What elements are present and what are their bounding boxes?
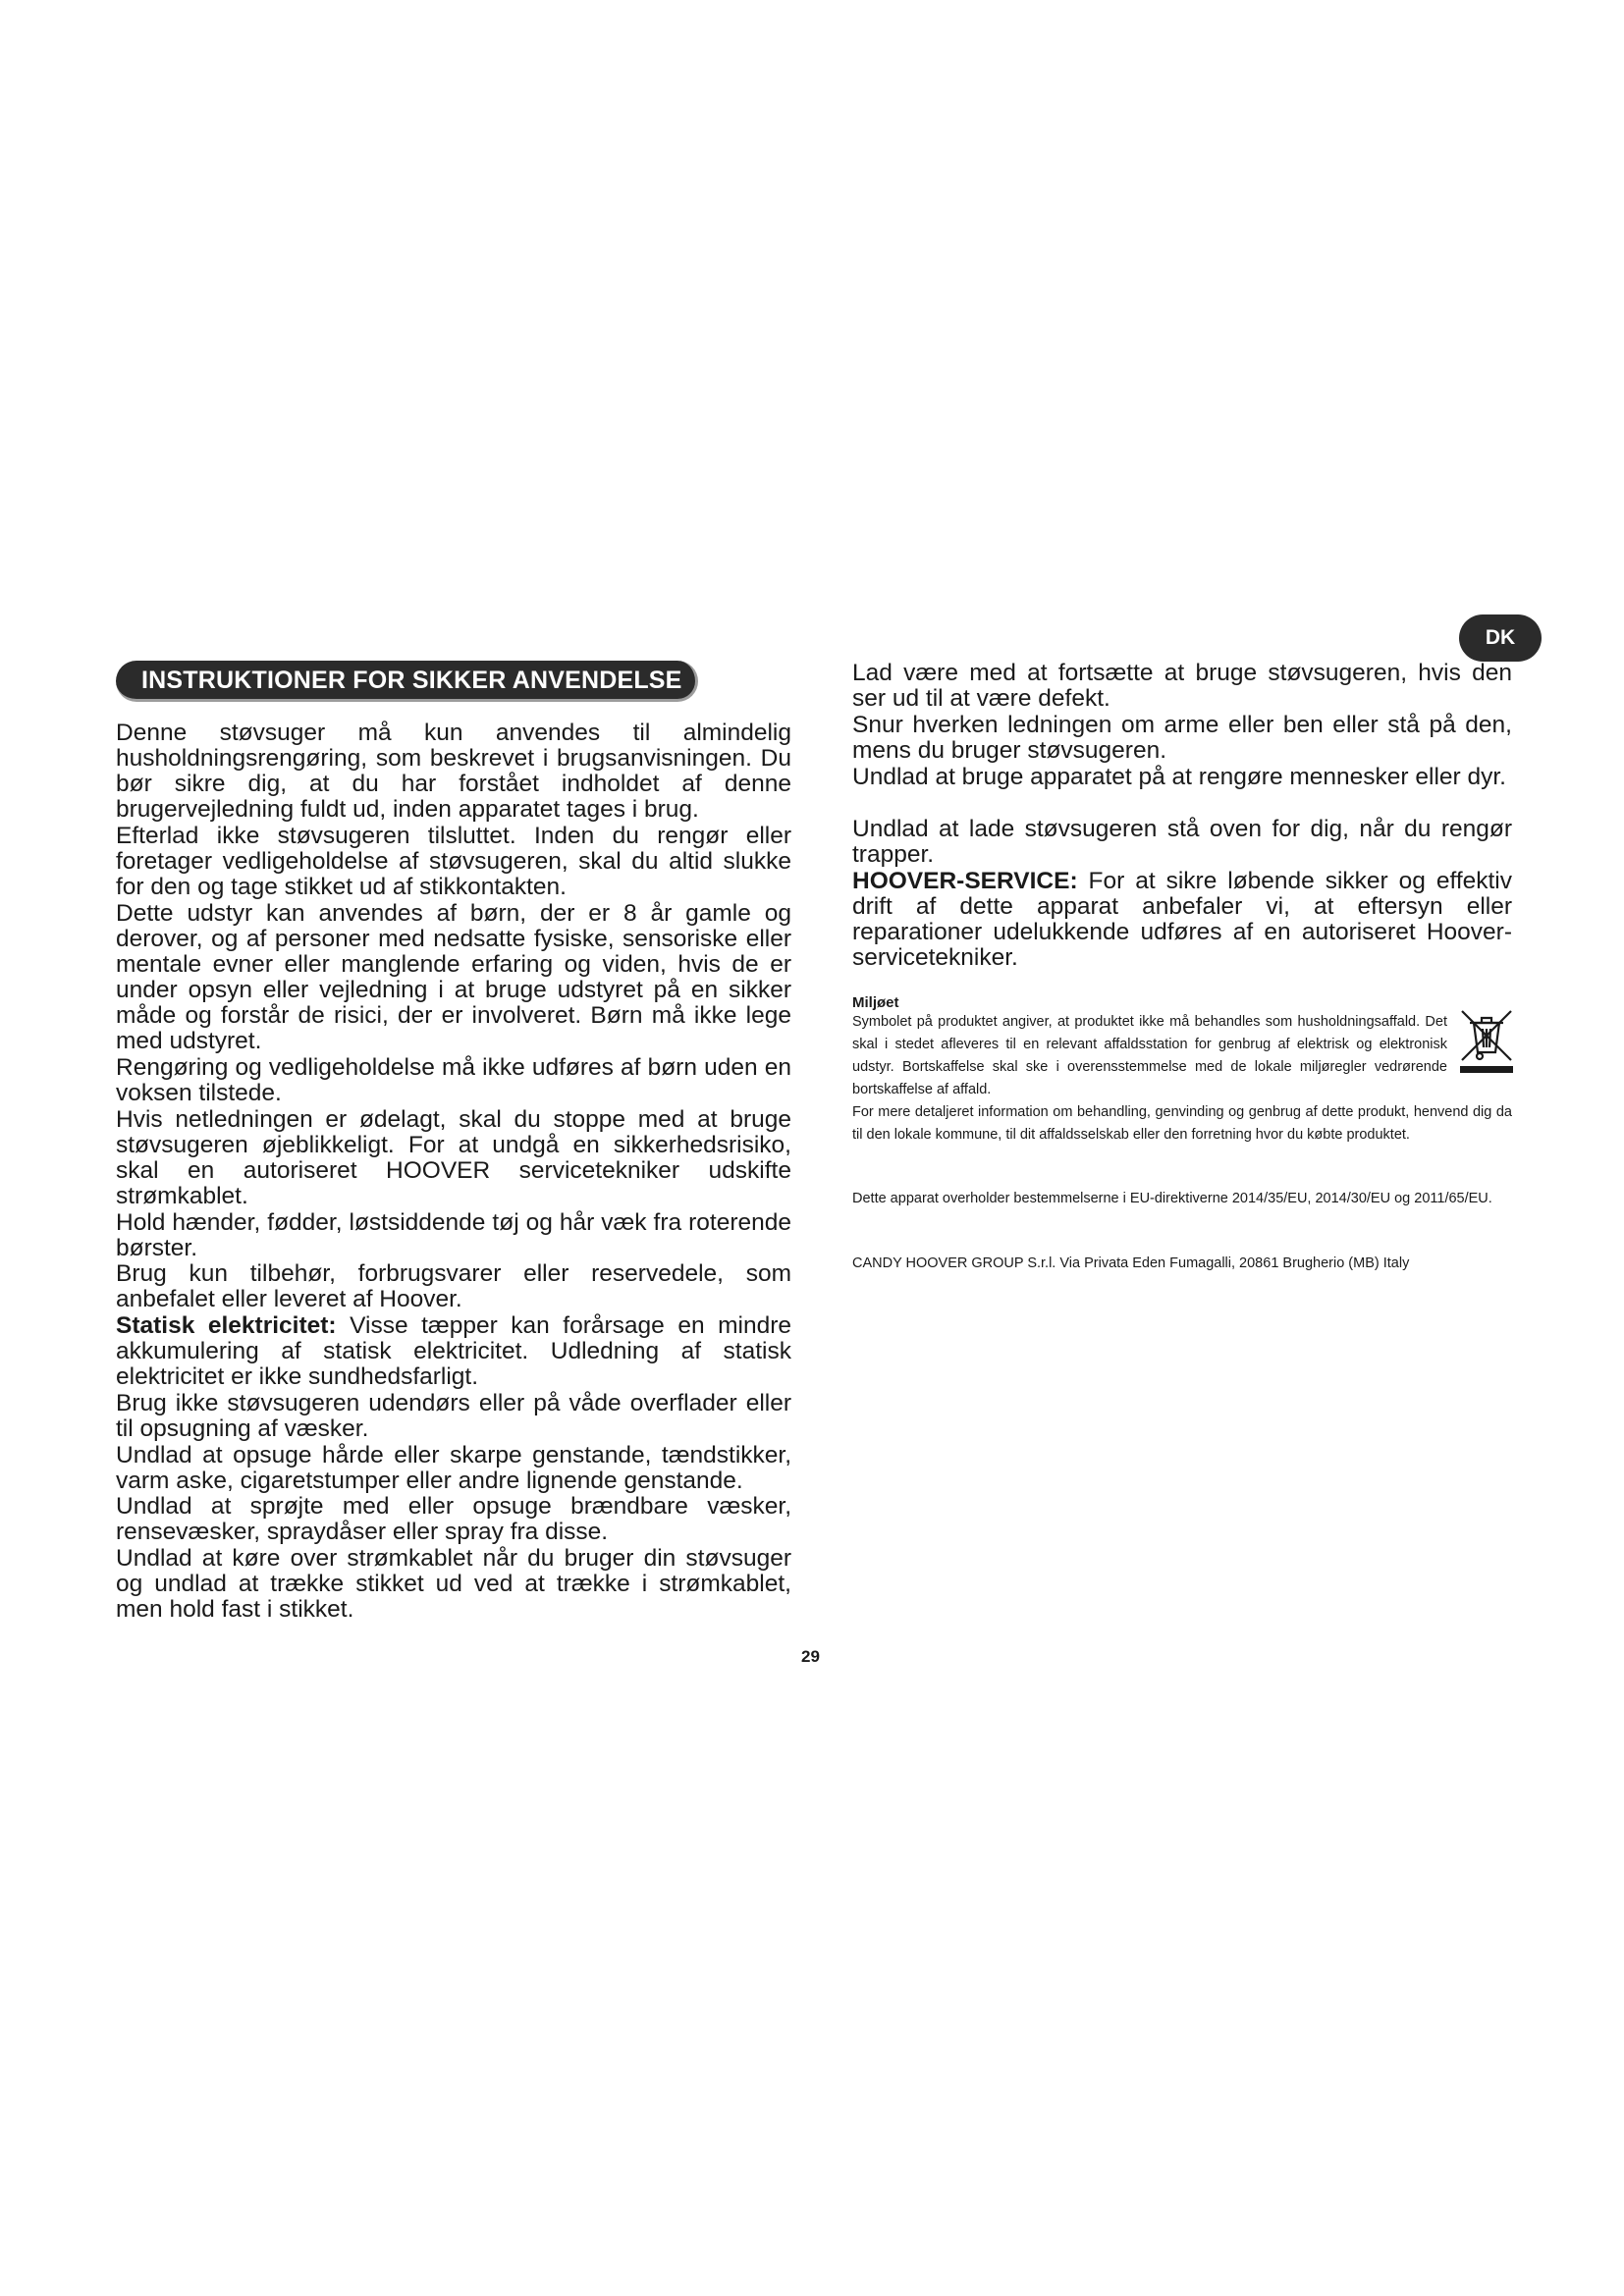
paragraph-intended-use: Denne støvsuger må kun anvendes til almindelig husholdningsrengøring, som beskrevet i brugsanvisningen. Du bør sikre dig, at du har forstået indholdet af denne brugervejledning fuldt ud, inden apparatet tages i brug. — [116, 720, 791, 823]
static-label: Statisk elektricitet: — [116, 1312, 337, 1339]
page-number: 29 — [801, 1647, 820, 1666]
paragraph-wrap-cord: Snur hverken ledningen om arme eller ben eller stå på den, mens du bruger støvsugeren. — [852, 712, 1512, 764]
section-header: INSTRUKTIONER FOR SIKKER ANVENDELSE — [116, 661, 698, 702]
paragraph-flammable: Undlad at sprøjte med eller opsuge brændbare væsker, rensevæsker, spraydåser eller spray fra disse. — [116, 1493, 791, 1545]
paragraph-cord: Undlad at køre over strømkablet når du bruger din støvsuger og undlad at trække stikket ud ved at trække i strømkablet, men hold fast i stikket. — [116, 1545, 791, 1623]
environment-text-1: Symbolet på produktet angiver, at produktet ikke må behandles som husholdningsaffald. Det skal i stedet afleveres til en relevant affaldsstation for genbrug af elektrisk og elektronisk udstyr. Bortskaffelse skal ske i overensstemmelse med de lokale miljøregler vedrørende bortskaffelse af affald. — [852, 1014, 1447, 1097]
paragraph-children: Dette udstyr kan anvendes af børn, der er 8 år gamle og derover, og af personer med nedsatte fysiske, sensoriske eller mentale evner eller manglende erfaring og viden, hvis de er under opsyn eller vejledning i at bruge udstyret på en sikker måde og forstår de risici, der er involveret. Børn må ikke lege med udstyret. — [116, 900, 791, 1054]
paragraph-service — [852, 869, 1512, 971]
paragraph-cleaning-children: Rengøring og vedligeholdelse må ikke udføres af børn uden en voksen tilstede. — [116, 1054, 791, 1106]
weee-crossed-bin-icon — [1456, 1007, 1517, 1074]
paragraph-unplug: Efterlad ikke støvsugeren tilsluttet. Inden du rengør eller foretager vedligeholdelse af støvsugeren, skal du altid slukke for den og tage stikket ud af stikkontakten. — [116, 823, 791, 900]
compliance-text: Dette apparat overholder bestemmelserne i EU-direktiverne 2014/35/EU, 2014/30/EU og 2011/65/EU. — [852, 1191, 1492, 1206]
paragraph-accessories: Brug kun tilbehør, forbrugsvarer eller reservedele, som anbefalet eller leveret af Hoover. — [116, 1260, 791, 1312]
paragraph-outdoors: Brug ikke støvsugeren udendørs eller på våde overflader eller til opsugning af væsker. — [116, 1390, 791, 1442]
paragraph-defect: Lad være med at fortsætte at bruge støvsugeren, hvis den ser ud til at være defekt. — [852, 660, 1512, 712]
paragraph-brushes: Hold hænder, fødder, løstsiddende tøj og hår væk fra roterende børster. — [116, 1209, 791, 1261]
paragraph-sharp-objects: Undlad at opsuge hårde eller skarpe genstande, tændstikker, varm aske, cigaretstumper eller andre lignende genstande. — [116, 1442, 791, 1494]
paragraph-people-animals: Undlad at bruge apparatet på at rengøre mennesker eller dyr. — [852, 764, 1506, 790]
service-label: HOOVER-SERVICE: — [852, 868, 1078, 894]
paragraph-stairs: Undlad at lade støvsugeren stå oven for dig, når du rengør trapper. — [852, 816, 1512, 868]
service-text: For at sikre løbende sikker og effektiv drift af dette apparat anbefaler vi, at eftersyn eller reparationer udelukkende udføres af en autoriseret Hoover-servicetekniker. — [852, 868, 1512, 971]
environment-title: Miljøet — [852, 994, 899, 1011]
static-text: Visse tæpper kan forårsage en mindre akkumulering af statisk elektricitet. Udledning af statisk elektricitet er ikke sundhedsfarligt. — [116, 1312, 791, 1390]
environment-text-2: For mere detaljeret information om behandling, genvinding og genbrug af dette produkt, henvend dig da til den lokale kommune, til dit affaldsselskab eller den forretning hvor du købte produktet. — [852, 1104, 1512, 1143]
language-badge: DK — [1459, 614, 1542, 662]
paragraph-static — [116, 1313, 791, 1390]
company-address: CANDY HOOVER GROUP S.r.l. Via Privata Eden Fumagalli, 20861 Brugherio (MB) Italy — [852, 1255, 1410, 1271]
paragraph-damaged-cord: Hvis netledningen er ødelagt, skal du stoppe med at bruge støvsugeren øjeblikkeligt. For at undgå en sikkerhedsrisiko, skal en autoriseret HOOVER servicetekniker udskifte strømkablet. — [116, 1106, 791, 1209]
